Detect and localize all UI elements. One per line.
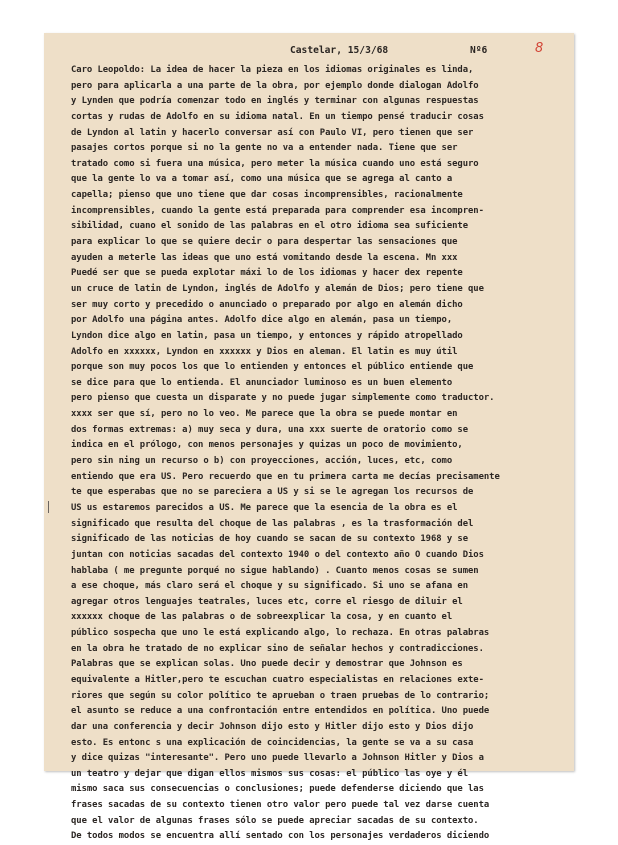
letter-header bbox=[44, 41, 574, 61]
text-line: indica en el prólogo, con menos personajes y quizas un poco de movimiento, bbox=[71, 440, 463, 451]
text-line: Puedé ser que se pueda explotar máxi lo de los idiomas y hacer dex repente bbox=[71, 268, 463, 279]
page-number-mark: 8 bbox=[535, 41, 544, 56]
text-line: pero sin ning un recurso o b) con proyecciones, acción, luces, etc, como bbox=[71, 456, 453, 467]
text-line: mismo saca sus consecuencias o conclusiones; puede defenderse diciendo que las bbox=[71, 784, 484, 795]
text-line: riores que según su color político te aprueban o traen pruebas de lo contrario; bbox=[71, 690, 490, 701]
text-line: pasajes cortos porque si no la gente no va a entender nada. Tiene que ser bbox=[71, 143, 458, 154]
text-line: público sospecha que uno le está explicando algo, lo rechaza. En otras palabras bbox=[71, 628, 490, 639]
text-line: equivalente a Hitler,pero te escuchan cuatro especialistas en relaciones exte- bbox=[71, 674, 484, 685]
text-line: que la gente lo va a tomar así, como una música que se agrega al canto a bbox=[71, 174, 453, 185]
text-line: de Lyndon al latin y hacerlo conversar así con Paulo VI, pero tienen que ser bbox=[71, 127, 474, 138]
text-line: ser muy corto y precedido o anunciado o preparado por algo en alemán dicho bbox=[71, 299, 463, 310]
letter-page bbox=[44, 33, 574, 842]
text-line: juntan con noticias sacadas del contexto 1940 o del contexto año O cuando Dios bbox=[71, 549, 484, 560]
text-line: el asunto se reduce a una confrontación entre entendidos en política. Uno puede bbox=[71, 706, 490, 717]
text-line: De todos modos se encuentra allí sentado con los personajes verdaderos diciendo bbox=[71, 831, 490, 842]
text-line: porque son muy pocos los que lo entienden y entonces el público entiende que bbox=[71, 362, 474, 373]
text-line: Palabras que se explican solas. Uno puede decir y demostrar que Johnson es bbox=[71, 659, 463, 670]
text-line: que el valor de algunas frases sólo se puede apreciar sacadas de su contexto. bbox=[71, 815, 479, 826]
text-line: US us estaremos parecidos a US. Me parece que la esencia de la obra es el bbox=[71, 502, 458, 513]
text-line: Caro Leopoldo: La idea de hacer la pieza en los idiomas originales es linda, bbox=[71, 65, 474, 75]
text-line: significado que resulta del choque de las palabras , es la trasformación del bbox=[71, 518, 474, 529]
place-date: Castelar, 15/3/68 bbox=[290, 45, 389, 56]
text-line: frases sacadas de su contexto tienen otro valor pero puede tal vez darse cuenta bbox=[71, 800, 490, 811]
text-line: Adolfo en xxxxxx, Lyndon en xxxxxx y Dios en aleman. El latin es muy útil bbox=[71, 346, 458, 357]
text-line: tratado como si fuera una música, pero meter la música cuando uno está seguro bbox=[71, 158, 479, 169]
text-line: hablaba ( me pregunte porqué no sigue hablando) . Cuanto menos cosas se sumen bbox=[71, 565, 479, 576]
text-line: agregar otros lenguajes teatrales, luces etc, corre el riesgo de diluir el bbox=[71, 596, 463, 607]
text-line: incomprensibles, cuando la gente está preparada para comprender esa incompren- bbox=[71, 205, 484, 216]
text-line: y Lynden que podría comenzar todo en inglés y terminar con algunas respuestas bbox=[71, 96, 479, 107]
text-line: te que esperabas que no se pareciera a US y si se le agregan los recursos de bbox=[71, 487, 474, 498]
text-line: pero pienso que cuesta un disparate y no puede jugar simplemente como traductor. bbox=[71, 393, 495, 404]
text-line: un teatro y dejar que digan ellos mismos sus cosas: el público las oye y él bbox=[71, 768, 468, 779]
text-line: y dice quizas "interesante". Pero uno puede llevarlo a Johnson Hitler y Dios a bbox=[71, 753, 484, 764]
text-line: xxxxxx choque de las palabras o de sobreexplicar la cosa, y en cuanto el bbox=[71, 612, 453, 623]
text-line: por Adolfo una página antes. Adolfo dice algo en alemán, pasa un tiempo, bbox=[71, 315, 453, 326]
letter-body bbox=[71, 63, 569, 845]
text-line: sibilidad, cuano el sonido de las palabras en el otro idioma sea suficiente bbox=[71, 221, 468, 232]
text-line: para explicar lo que se quiere decir o para despertar las sensaciones que bbox=[71, 237, 458, 248]
letter-number: Nº6 bbox=[470, 45, 488, 56]
text-line: pero para aplicarla a una parte de la obra, por ejemplo donde dialogan Adolfo bbox=[71, 80, 479, 91]
text-line: significado de las noticias de hoy cuando se sacan de su contexto 1968 y se bbox=[71, 534, 468, 545]
text-line: ayuden a meterle las ideas que uno está vomitando desde la escena. Mn xxx bbox=[71, 252, 458, 263]
text-line: un cruce de latin de Lyndon, inglés de Adolfo y alemán de Dios; pero tiene que bbox=[71, 283, 484, 294]
text-line: xxxx ser que sí, pero no lo veo. Me parece que la obra se puede montar en bbox=[71, 409, 458, 420]
text-line: cortas y rudas de Adolfo en su idioma natal. En un tiempo pensé traducir cosas bbox=[71, 111, 484, 122]
text-line: Lyndon dice algo en latin, pasa un tiempo, y entonces y rápido atropellado bbox=[71, 330, 463, 341]
margin-tick-mark bbox=[48, 501, 49, 513]
text-line: dos formas extremas: a) muy seca y dura, una xxx suerte de oratorio como se bbox=[71, 424, 468, 435]
text-line: se dice para que lo entienda. El anunciador luminoso es un buen elemento bbox=[71, 377, 453, 388]
text-line: a ese choque, más claro será el choque y su significado. Si uno se afana en bbox=[71, 581, 468, 592]
text-line: en la obra he tratado de no explicar sino de señalar hechos y contradicciones. bbox=[71, 643, 484, 654]
text-line: dar una conferencia y decir Johnson dijo esto y Hitler dijo esto y Dios dijo bbox=[71, 721, 474, 732]
text-line: entiendo que era US. Pero recuerdo que en tu primera carta me decías precisamente bbox=[71, 471, 500, 482]
text-line: esto. Es entonc s una explicación de coincidencias, la gente se va a su casa bbox=[71, 737, 474, 748]
text-line: capella; pienso que uno tiene que dar cosas incomprensibles, racionalmente bbox=[71, 190, 463, 201]
